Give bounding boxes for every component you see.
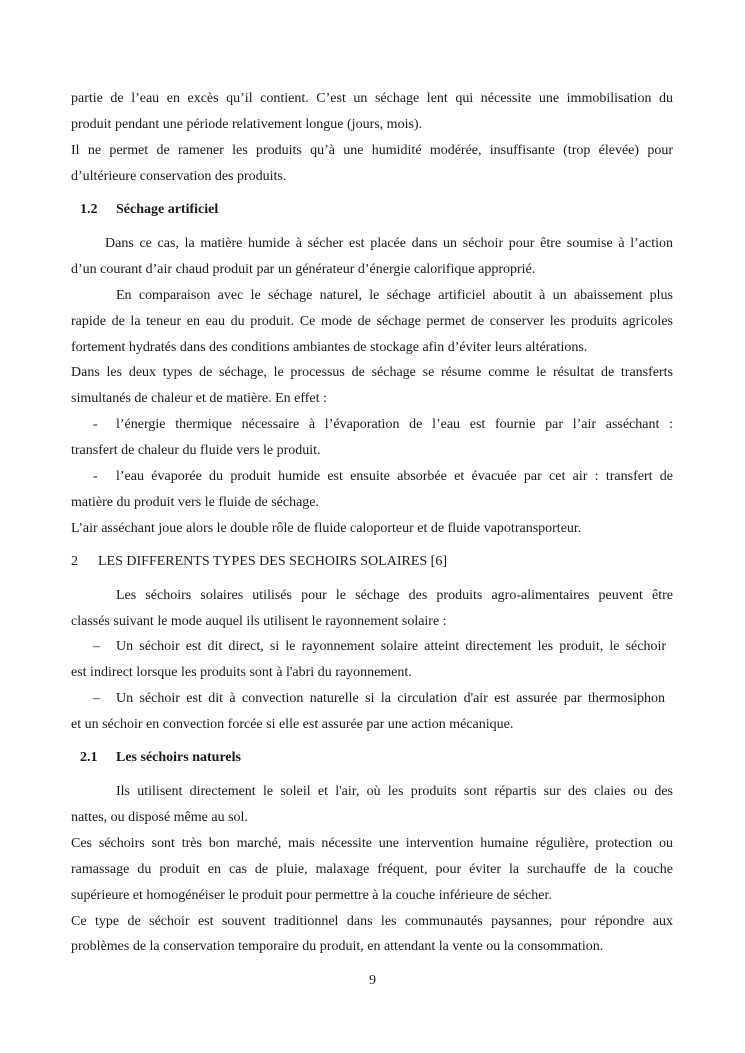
text-line: Les séchoirs solaires utilisés pour le séchage des produits agro-alimentaires peuvent être	[116, 588, 673, 603]
text-line: Dans les deux types de séchage, le processus de séchage se résume comme le résultat de transferts	[71, 365, 673, 380]
section-number: 2	[71, 554, 78, 569]
bullet-marker: –	[93, 691, 100, 706]
text-line: Ce type de séchoir est souvent traditionnel dans les communautés paysannes, pour répondre aux	[71, 914, 673, 929]
text-line: Il ne permet de ramener les produits qu’à une humidité modérée, insuffisante (trop élevée) pour	[71, 143, 673, 158]
text-line: produit pendant une période relativement longue (jours, mois).	[71, 117, 423, 132]
text-line: ramassage du produit en cas de pluie, malaxage fréquent, pour éviter la surchauffe de la couche	[71, 862, 673, 877]
bullet-text: transfert de chaleur du fluide vers le produit.	[71, 443, 321, 458]
bullet-marker: -	[93, 417, 98, 432]
text-line: classés suivant le mode auquel ils utilisent le rayonnement solaire :	[71, 614, 447, 629]
text-line: problèmes de la conservation temporaire du produit, en attendant la vente ou la consommation.	[71, 939, 604, 954]
section-heading-2-1	[71, 749, 673, 766]
text-line: Dans ce cas, la matière humide à sécher est placée dans un séchoir pour être soumise à l’action	[105, 236, 673, 251]
section-heading-2	[71, 553, 673, 570]
bullet-marker: –	[93, 639, 100, 654]
bullet-text: l’énergie thermique nécessaire à l’évaporation de l’eau est fournie par l’air asséchant :	[116, 417, 673, 432]
text-line: fortement hydratés dans des conditions ambiantes de stockage afin d’éviter leurs altérations.	[71, 340, 588, 355]
bullet-text: Un séchoir est dit direct, si le rayonnement solaire atteint directement les produit, le séchoir	[116, 639, 666, 654]
bullet-text: matière du produit vers le fluide de séchage.	[71, 495, 320, 510]
page-number: 9	[369, 973, 376, 988]
section-number: 1.2	[80, 202, 98, 217]
bullet-text: est indirect lorsque les produits sont à l'abri du rayonnement.	[71, 665, 412, 680]
text-line: d’ultérieure conservation des produits.	[71, 169, 287, 184]
text-line: L’air asséchant joue alors le double rôle de fluide caloporteur et de fluide vapotransporteur.	[71, 521, 582, 536]
section-title: Séchage artificiel	[116, 202, 219, 217]
text-line: En comparaison avec le séchage naturel, le séchage artificiel aboutit à un abaissement plus	[116, 288, 673, 303]
section-heading-1-2	[71, 201, 673, 218]
text-line: d’un courant d’air chaud produit par un générateur d’énergie calorifique approprié.	[71, 262, 536, 277]
text-line: simultanés de chaleur et de matière. En effet :	[71, 391, 327, 406]
text-line: nattes, ou disposé même au sol.	[71, 810, 248, 825]
section-number: 2.1	[80, 750, 98, 765]
bullet-text: Un séchoir est dit à convection naturelle si la circulation d'air est assurée par thermosiphon	[116, 691, 665, 706]
text-line: Ils utilisent directement le soleil et l'air, où les produits sont répartis sur des claies ou des	[116, 784, 673, 799]
text-line: rapide de la teneur en eau du produit. Ce mode de séchage permet de conserver les produits agricoles	[71, 314, 673, 329]
text-line: Ces séchoirs sont très bon marché, mais nécessite une intervention humaine régulière, protection ou	[71, 836, 673, 851]
text-line: partie de l’eau en excès qu’il contient. C’est un séchage lent qui nécessite une immobilisation du	[71, 91, 673, 106]
section-title: Les séchoirs naturels	[116, 750, 241, 765]
bullet-text: et un séchoir en convection forcée si elle est assurée par une action mécanique.	[71, 717, 514, 732]
text-line: supérieure et homogénéiser le produit pour permettre à la couche inférieure de sécher.	[71, 888, 552, 903]
bullet-marker: -	[93, 469, 98, 484]
section-title: LES DIFFERENTS TYPES DES SECHOIRS SOLAIRES [6]	[98, 554, 448, 569]
bullet-text: l’eau évaporée du produit humide est ensuite absorbée et évacuée par cet air : transfert de	[116, 469, 673, 484]
